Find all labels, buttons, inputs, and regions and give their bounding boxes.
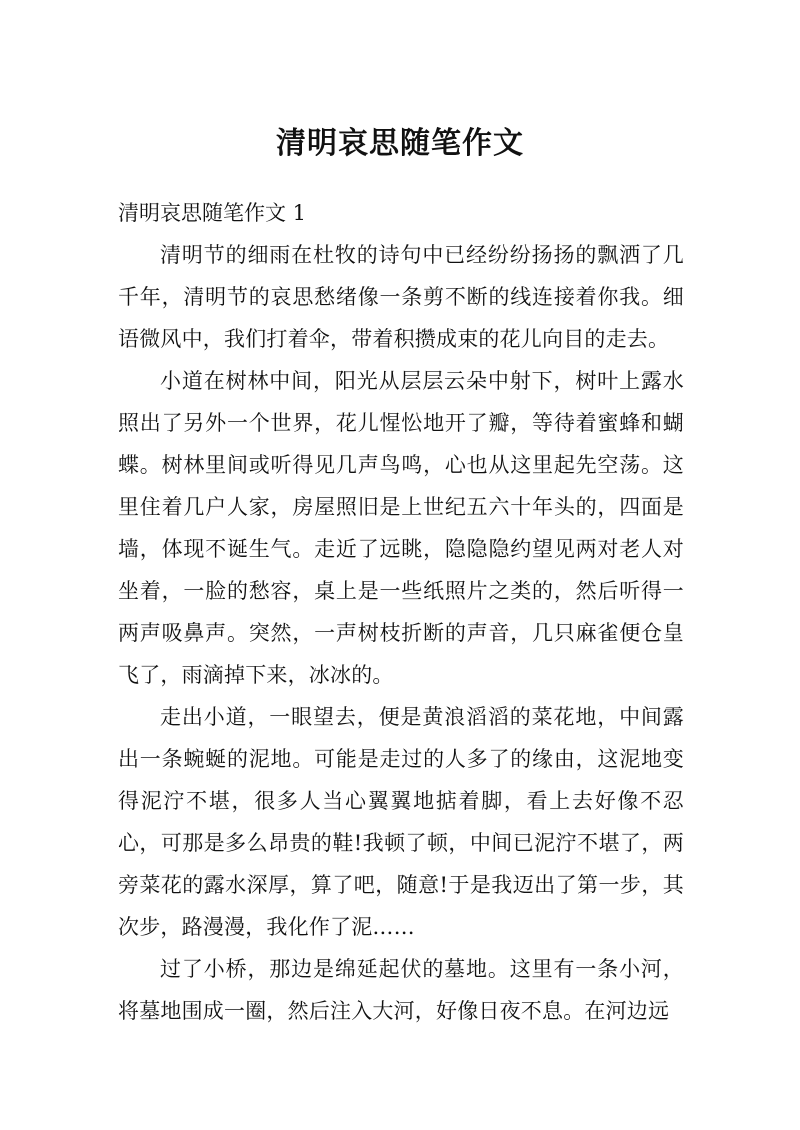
paragraph-1: 清明节的细雨在杜牧的诗句中已经纷纷扬扬的飘洒了几千年，清明节的哀思愁绪像一条剪不断的线连接着你我。细语微风中，我们打着伞，带着积攒成束的花儿向目的走去。: [118, 243, 684, 351]
paragraph-3: 走出小道，一眼望去，便是黄浪滔滔的菜花地，中间露出一条蜿蜒的泥地。可能是走过的人多了的缘由，这泥地变得泥泞不堪，很多人当心翼翼地掂着脚，看上去好像不忍心，可那是多么昂贵的鞋!我顿了顿，中间已泥泞不堪了，两旁菜花的露水深厚，算了吧，随意!于是我迈出了第一步，其次步，路漫漫，我化作了泥……: [118, 705, 684, 939]
document-title: 清明哀思随笔作文: [276, 126, 524, 161]
section-heading: 清明哀思随笔作文 1: [118, 201, 307, 225]
document-body: [118, 192, 684, 1032]
paragraph-2: 小道在树林中间，阳光从层层云朵中射下，树叶上露水照出了另外一个世界，花儿惺忪地开了瓣，等待着蜜蜂和蝴蝶。树林里间或听得见几声鸟鸣，心也从这里起先空荡。这里住着几户人家，房屋照旧是上世纪五六十年头的，四面是墙，体现不诞生气。走近了远眺，隐隐隐约望见两对老人对坐着，一脸的愁容，桌上是一些纸照片之类的，然后听得一两声吸鼻声。突然，一声树枝折断的声音，几只麻雀便仓皇飞了，雨滴掉下来，冰冰的。: [118, 369, 684, 687]
paragraph-4: 过了小桥，那边是绵延起伏的墓地。这里有一条小河，将墓地围成一圈，然后注入大河，好像日夜不息。在河边远: [118, 957, 684, 1023]
